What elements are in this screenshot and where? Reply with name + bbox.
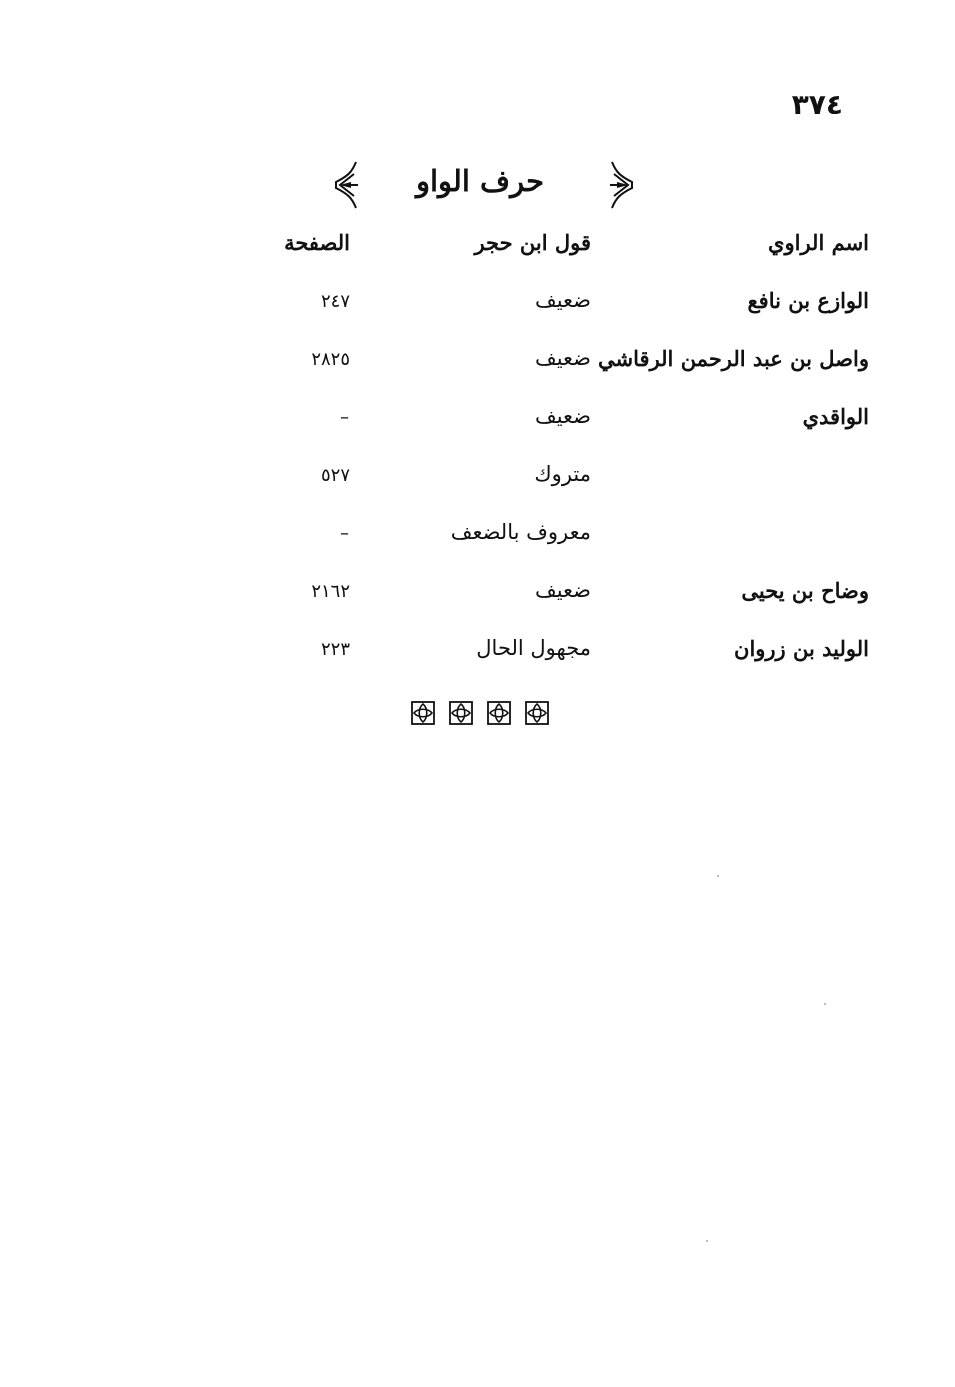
knot-ornament-icon [486, 700, 512, 726]
narrator-name: الوازع بن نافع [747, 288, 869, 313]
header-narrator-name: اسم الراوي [768, 230, 869, 255]
narrator-verdict: ضعيف [534, 346, 591, 370]
header-page: الصفحة [284, 230, 350, 255]
table-row [0, 512, 955, 570]
knot-ornament-icon [524, 700, 550, 726]
narrator-page: ٥٢٧ [320, 465, 350, 486]
section-end-ornaments [410, 700, 550, 726]
narrator-page: ٢١٦٢ [311, 581, 350, 602]
narrator-name: الواقدي [802, 404, 869, 429]
knot-ornament-icon [410, 700, 436, 726]
narrator-name: الوليد بن زروان [734, 636, 869, 661]
table-row [0, 338, 955, 396]
scan-speck [717, 875, 719, 877]
table-row [0, 280, 955, 338]
narrator-page: ٢٤٧ [320, 291, 350, 312]
section-title: حرف الواو [415, 164, 545, 198]
table-row [0, 628, 955, 686]
narrator-page: ٢٢٣ [320, 639, 350, 660]
narrator-verdict: ضعيف [534, 404, 591, 428]
table-row [0, 570, 955, 628]
narrator-verdict: ضعيف [534, 288, 591, 312]
bracket-ornament-left-icon [332, 160, 362, 210]
knot-ornament-icon [448, 700, 474, 726]
narrator-page: ٢٨٢٥ [311, 349, 350, 370]
header-ibn-hajar-verdict: قول ابن حجر [474, 230, 591, 255]
narrator-page: – [340, 523, 350, 544]
table-header-row [0, 222, 955, 280]
section-header [0, 160, 955, 212]
narrator-page: – [340, 407, 350, 428]
table-row [0, 454, 955, 512]
narrator-verdict: مجهول الحال [476, 636, 591, 660]
narrator-name: واصل بن عبد الرحمن الرقاشي [598, 346, 869, 371]
narrator-name: وضاح بن يحيى [741, 578, 869, 603]
narrator-verdict: متروك [534, 462, 591, 486]
scan-speck [706, 1240, 708, 1242]
scan-speck [824, 1003, 826, 1005]
page-number: ٣٧٤ [791, 88, 843, 121]
narrators-table [0, 222, 955, 686]
table-row [0, 396, 955, 454]
narrator-verdict: معروف بالضعف [450, 520, 591, 544]
narrator-verdict: ضعيف [534, 578, 591, 602]
